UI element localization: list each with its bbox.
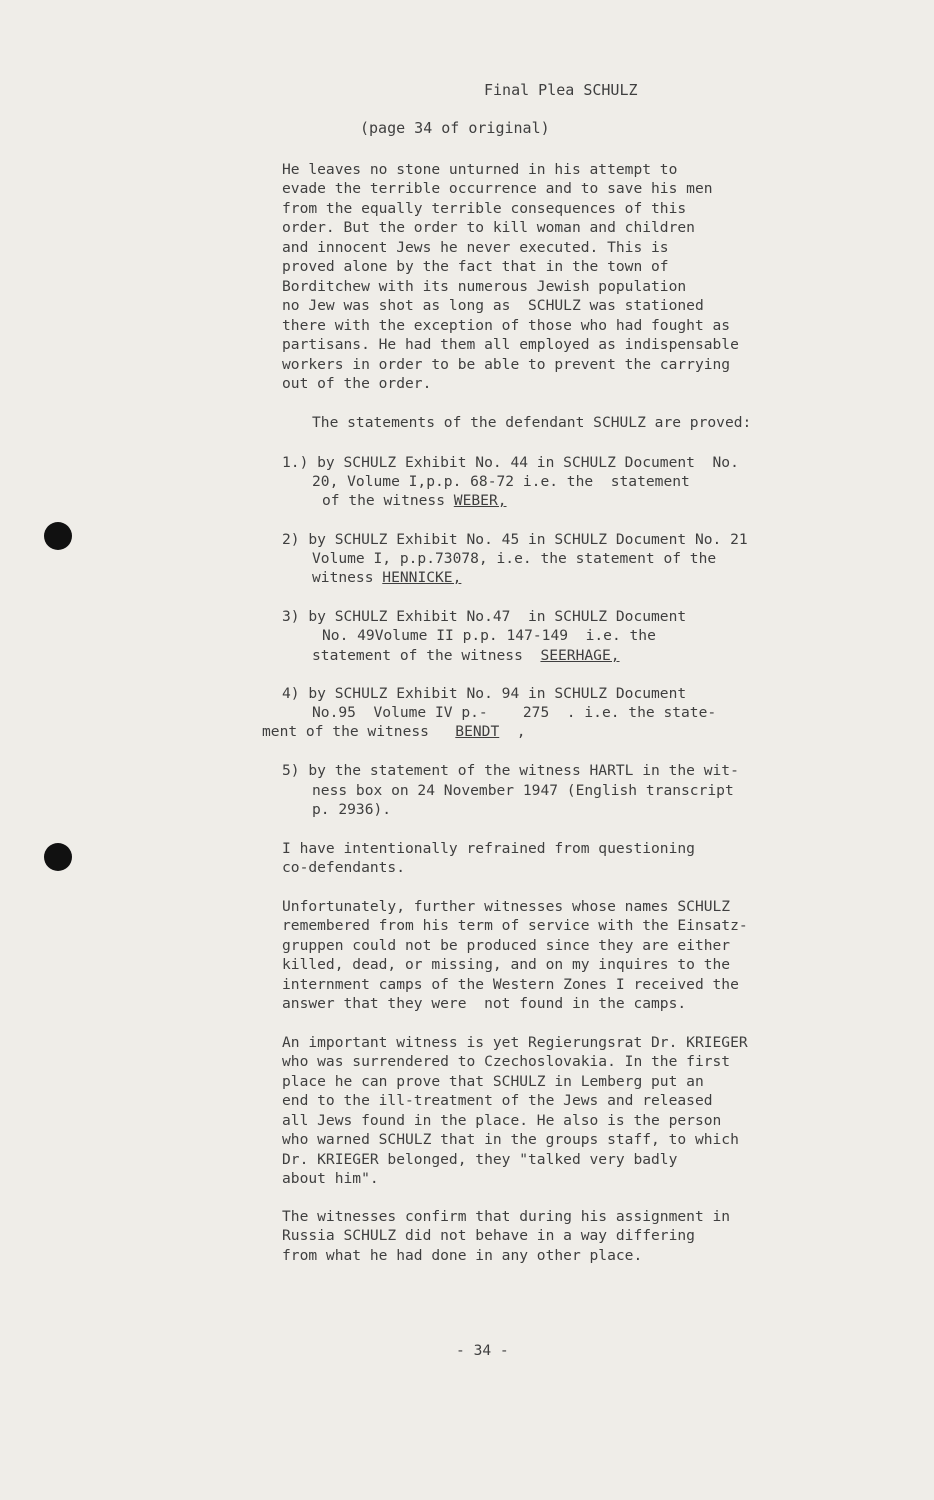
witness-line — [312, 568, 461, 587]
text-line: 4) by SCHULZ Exhibit No. 94 in SCHULZ Document — [282, 685, 687, 702]
text-line: 3) by SCHULZ Exhibit No.47 in SCHULZ Document — [282, 608, 687, 625]
text-line: Unfortunately, further witnesses whose names SCHULZ — [282, 898, 731, 915]
text-line: 2) by SCHULZ Exhibit No. 45 in SCHULZ Document No. 21 — [282, 531, 748, 548]
text-line: 5) by the statement of the witness HARTL in the wit- — [282, 762, 739, 779]
page-number: - 34 - — [456, 1342, 509, 1359]
text-line: internment camps of the Western Zones I received the — [282, 976, 739, 993]
statements-intro: The statements of the defendant SCHULZ are proved: — [312, 414, 752, 431]
text-line: remembered from his term of service with the Einsatz- — [282, 917, 748, 934]
witness-name: HENNICKE, — [382, 569, 462, 586]
text-line: killed, dead, or missing, and on my inquires to the — [282, 956, 731, 973]
witness-line — [262, 722, 526, 741]
text-line: proved alone by the fact that in the town of — [282, 258, 669, 275]
text-line: p. 2936). — [312, 801, 392, 818]
page-title: Final Plea SCHULZ — [484, 81, 638, 99]
witness-suffix: , — [499, 723, 526, 740]
witness-prefix: statement of the witness — [312, 647, 541, 664]
text-line: Russia SCHULZ did not behave in a way differing — [282, 1227, 695, 1244]
text-line: ness box on 24 November 1947 (English transcript — [312, 782, 734, 799]
text-line: 1.) by SCHULZ Exhibit No. 44 in SCHULZ Document No. — [282, 454, 739, 471]
text-line: Borditchew with its numerous Jewish population — [282, 278, 687, 295]
text-line: out of the order. — [282, 375, 432, 392]
text-line: co-defendants. — [282, 859, 406, 876]
text-line: who was surrendered to Czechoslovakia. In the first — [282, 1053, 731, 1070]
text-line: The witnesses confirm that during his assignment in — [282, 1208, 731, 1225]
text-line: all Jews found in the place. He also is the person — [282, 1112, 722, 1129]
witness-name: BENDT — [455, 723, 500, 740]
text-line: gruppen could not be produced since they are either — [282, 937, 731, 954]
text-line: there with the exception of those who had fought as — [282, 317, 731, 334]
text-line: No. 49Volume II p.p. 147-149 i.e. the — [322, 627, 656, 644]
punch-hole-bottom — [44, 843, 72, 871]
text-line: No.95 Volume IV p.- 275 . i.e. the state- — [312, 704, 717, 721]
text-line: Volume I, p.p.73078, i.e. the statement of the — [312, 550, 717, 567]
text-line: no Jew was shot as long as SCHULZ was stationed — [282, 297, 704, 314]
text-line: about him". — [282, 1170, 379, 1187]
witness-name: SEERHAGE, — [540, 647, 620, 664]
page-subtitle: (page 34 of original) — [360, 119, 550, 137]
text-line: who warned SCHULZ that in the groups staff, to which — [282, 1131, 739, 1148]
witness-line — [322, 491, 507, 510]
text-line: evade the terrible occurrence and to save his men — [282, 180, 713, 197]
text-line: workers in order to be able to prevent the carrying — [282, 356, 731, 373]
witness-line — [312, 646, 620, 665]
witness-prefix: witness — [312, 569, 383, 586]
text-line: partisans. He had them all employed as indispensable — [282, 336, 739, 353]
text-line: He leaves no stone unturned in his attempt to — [282, 161, 678, 178]
text-line: place he can prove that SCHULZ in Lemberg put an — [282, 1073, 704, 1090]
witness-prefix: ment of the witness — [262, 723, 456, 740]
text-line: I have intentionally refrained from questioning — [282, 840, 695, 857]
text-line: end to the ill-treatment of the Jews and released — [282, 1092, 713, 1109]
witness-prefix: of the witness — [322, 492, 454, 509]
text-line: An important witness is yet Regierungsrat Dr. KRIEGER — [282, 1034, 748, 1051]
punch-hole-top — [44, 522, 72, 550]
text-line: Dr. KRIEGER belonged, they "talked very badly — [282, 1151, 678, 1168]
text-line: from the equally terrible consequences of this — [282, 200, 687, 217]
text-line: from what he had done in any other place. — [282, 1247, 643, 1264]
text-line: and innocent Jews he never executed. This is — [282, 239, 669, 256]
text-line: answer that they were not found in the camps. — [282, 995, 687, 1012]
text-line: order. But the order to kill woman and children — [282, 219, 695, 236]
text-line: 20, Volume I,p.p. 68-72 i.e. the statement — [312, 473, 690, 490]
witness-name: WEBER, — [453, 492, 507, 509]
